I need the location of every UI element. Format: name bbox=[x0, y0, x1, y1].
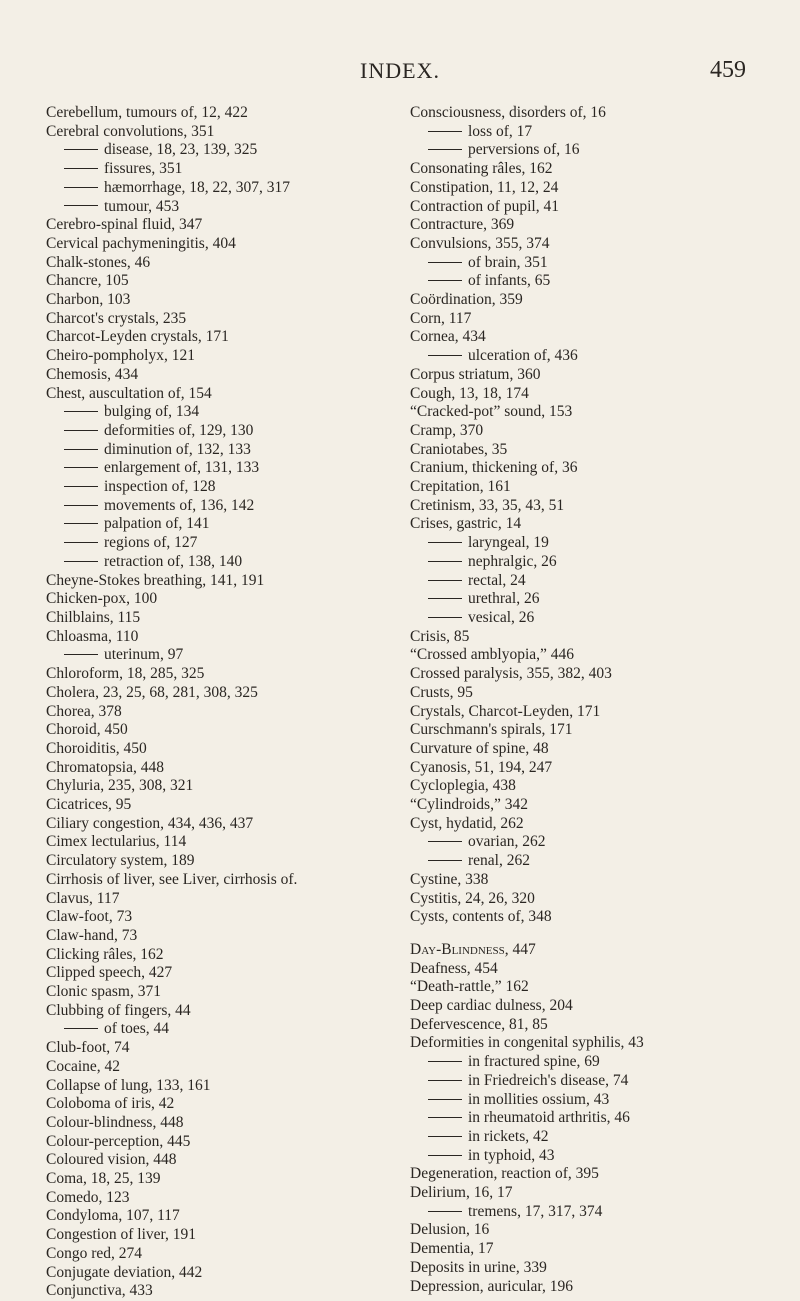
index-entry: Chancre, 105 bbox=[46, 272, 129, 290]
index-subentry: of infants, 65 bbox=[410, 272, 790, 291]
index-entry: Delirium, 16, 17 bbox=[410, 1184, 513, 1202]
index-entry: Collapse of lung, 133, 161 bbox=[46, 1076, 211, 1094]
index-subentry: ovarian, 262 bbox=[410, 833, 790, 852]
index-entry: Comedo, 123 bbox=[46, 1188, 130, 1206]
index-entry: Consonating râles, 162 bbox=[410, 160, 553, 178]
index-entry: Conjugate deviation, 442 bbox=[46, 1263, 203, 1281]
index-entry: Clavus, 117 bbox=[46, 889, 120, 907]
index-entry: Cramp, 370 bbox=[410, 421, 484, 439]
index-entry: Cheyne-Stokes breathing, 141, 191 bbox=[46, 571, 265, 589]
index-entry: Charbon, 103 bbox=[46, 291, 131, 309]
index-entry: Charcot's crystals, 235 bbox=[46, 309, 187, 327]
index-entry: Claw-foot, 73 bbox=[46, 908, 133, 926]
index-subentry: in rheumatoid arthritis, 46 bbox=[410, 1109, 790, 1128]
page-title: INDEX. bbox=[360, 58, 440, 83]
index-entry: Defervescence, 81, 85 bbox=[410, 1015, 548, 1033]
index-entry: Cretinism, 33, 35, 43, 51 bbox=[410, 496, 565, 514]
index-subentry: in rickets, 42 bbox=[410, 1128, 790, 1147]
index-subentry: ulceration of, 436 bbox=[410, 347, 790, 366]
index-subentry: bulging of, 134 bbox=[46, 403, 382, 422]
index-entry: Chorea, 378 bbox=[46, 702, 122, 720]
index-subentry: renal, 262 bbox=[410, 852, 790, 871]
index-column-left bbox=[46, 104, 382, 1301]
index-subentry: rectal, 24 bbox=[410, 572, 790, 591]
index-entry: Ciliary congestion, 434, 436, 437 bbox=[46, 814, 254, 832]
index-entry: Crepitation, 161 bbox=[410, 478, 511, 496]
index-entry: Clipped speech, 427 bbox=[46, 964, 173, 982]
index-subentry: enlargement of, 131, 133 bbox=[46, 459, 382, 478]
index-entry: Cysts, contents of, 348 bbox=[410, 908, 552, 926]
index-subentry: urethral, 26 bbox=[410, 590, 790, 609]
index-entry: Coördination, 359 bbox=[410, 291, 523, 309]
index-entry: Contracture, 369 bbox=[410, 216, 515, 234]
index-entry: Day-Blindness, 447 bbox=[410, 940, 536, 958]
index-subentry: diminution of, 132, 133 bbox=[46, 441, 382, 460]
index-entry: Deformities in congenital syphilis, 43 bbox=[410, 1034, 644, 1052]
index-entry: Chemosis, 434 bbox=[46, 365, 139, 383]
index-entry: Clonic spasm, 371 bbox=[46, 983, 161, 1001]
index-entry: Crystals, Charcot-Leyden, 171 bbox=[410, 702, 601, 720]
index-entry: Claw-hand, 73 bbox=[46, 926, 138, 944]
index-entry: Condyloma, 107, 117 bbox=[46, 1207, 180, 1225]
index-entry: “Crossed amblyopia,” 446 bbox=[410, 646, 575, 664]
index-entry: Charcot-Leyden crystals, 171 bbox=[46, 328, 229, 346]
index-subentry: uterinum, 97 bbox=[46, 646, 382, 665]
index-entry: Delusion, 16 bbox=[410, 1221, 490, 1239]
index-subentry: inspection of, 128 bbox=[46, 478, 382, 497]
index-entry: Choroid, 450 bbox=[46, 721, 128, 739]
index-entry: Crusts, 95 bbox=[410, 683, 473, 701]
index-subentry: retraction of, 138, 140 bbox=[46, 553, 382, 572]
index-entry: Cocaine, 42 bbox=[46, 1057, 121, 1075]
index-entry: Cystitis, 24, 26, 320 bbox=[410, 889, 535, 907]
index-entry: Corn, 117 bbox=[410, 309, 472, 327]
index-entry: Corpus striatum, 360 bbox=[410, 365, 541, 383]
index-entry: Curschmann's spirals, 171 bbox=[410, 721, 573, 739]
index-subentry: in fractured spine, 69 bbox=[410, 1053, 790, 1072]
index-entry: Coma, 18, 25, 139 bbox=[46, 1170, 161, 1188]
index-entry: Chloasma, 110 bbox=[46, 627, 139, 645]
index-entry: Deep cardiac dulness, 204 bbox=[410, 997, 573, 1015]
index-entry: Constipation, 11, 12, 24 bbox=[410, 178, 559, 196]
page-number: 459 bbox=[710, 57, 746, 83]
index-subentry: in mollities ossium, 43 bbox=[410, 1091, 790, 1110]
index-subentry: disease, 18, 23, 139, 325 bbox=[46, 141, 382, 160]
index-subentry: movements of, 136, 142 bbox=[46, 497, 382, 516]
index-entry: Cough, 13, 18, 174 bbox=[410, 384, 529, 402]
index-entry: Congo red, 274 bbox=[46, 1244, 143, 1262]
index-entry: Chyluria, 235, 308, 321 bbox=[46, 777, 194, 795]
index-entry: Deposits in urine, 339 bbox=[410, 1258, 547, 1276]
index-subentry: deformities of, 129, 130 bbox=[46, 422, 382, 441]
index-subentry: in Friedreich's disease, 74 bbox=[410, 1072, 790, 1091]
index-entry: Colour-blindness, 448 bbox=[46, 1113, 184, 1131]
index-entry: Cornea, 434 bbox=[410, 328, 486, 346]
index-entry: Cyanosis, 51, 194, 247 bbox=[410, 758, 553, 776]
index-entry: Chromatopsia, 448 bbox=[46, 758, 164, 776]
index-entry: Coloured vision, 448 bbox=[46, 1151, 177, 1169]
index-entry: Coloboma of iris, 42 bbox=[46, 1095, 175, 1113]
index-entry: “Cylindroids,” 342 bbox=[410, 796, 528, 814]
index-subentry: of toes, 44 bbox=[46, 1020, 382, 1039]
index-entry: Conjunctiva, 433 bbox=[46, 1282, 153, 1300]
index-entry: Cycloplegia, 438 bbox=[410, 777, 516, 795]
index-entry: Cerebro-spinal fluid, 347 bbox=[46, 216, 203, 234]
index-entry: Chicken-pox, 100 bbox=[46, 590, 158, 608]
index-entry: Crisis, 85 bbox=[410, 627, 470, 645]
index-subentry: laryngeal, 19 bbox=[410, 534, 790, 553]
index-entry: Cimex lectularius, 114 bbox=[46, 833, 187, 851]
index-entry: Chest, auscultation of, 154 bbox=[46, 384, 212, 402]
index-subentry: tremens, 17, 317, 374 bbox=[410, 1203, 790, 1222]
index-entry: Cyst, hydatid, 262 bbox=[410, 814, 524, 832]
index-subentry: perversions of, 16 bbox=[410, 141, 790, 160]
index-subentry: in typhoid, 43 bbox=[410, 1147, 790, 1166]
index-entry: Crises, gastric, 14 bbox=[410, 515, 522, 533]
index-entry: Chilblains, 115 bbox=[46, 608, 141, 626]
index-entry: Convulsions, 355, 374 bbox=[410, 234, 550, 252]
index-entry: Clicking râles, 162 bbox=[46, 945, 164, 963]
index-entry: Cheiro-pompholyx, 121 bbox=[46, 347, 195, 365]
index-entry: Cerebral convolutions, 351 bbox=[46, 122, 215, 140]
index-entry: Depression, auricular, 196 bbox=[410, 1277, 573, 1295]
index-subentry: tumour, 453 bbox=[46, 198, 382, 217]
index-subentry: fissures, 351 bbox=[46, 160, 382, 179]
index-entry: Craniotabes, 35 bbox=[410, 440, 508, 458]
index-entry: Deafness, 454 bbox=[410, 959, 498, 977]
index-entry: Circulatory system, 189 bbox=[46, 852, 195, 870]
index-entry: Degeneration, reaction of, 395 bbox=[410, 1165, 599, 1183]
index-column-right bbox=[410, 104, 790, 1296]
index-subentry: regions of, 127 bbox=[46, 534, 382, 553]
index-entry: Club-foot, 74 bbox=[46, 1039, 130, 1057]
index-entry: Colour-perception, 445 bbox=[46, 1132, 191, 1150]
index-entry: “Death-rattle,” 162 bbox=[410, 978, 529, 996]
index-entry: Cervical pachymeningitis, 404 bbox=[46, 234, 236, 252]
index-subentry: hæmorrhage, 18, 22, 307, 317 bbox=[46, 179, 382, 198]
index-entry: “Cracked-pot” sound, 153 bbox=[410, 403, 573, 421]
index-entry: Chloroform, 18, 285, 325 bbox=[46, 665, 205, 683]
index-entry: Consciousness, disorders of, 16 bbox=[410, 104, 606, 121]
index-entry: Chalk-stones, 46 bbox=[46, 253, 151, 271]
index-subentry: nephralgic, 26 bbox=[410, 553, 790, 572]
page-header bbox=[0, 58, 800, 88]
index-entry: Choroiditis, 450 bbox=[46, 739, 147, 757]
index-entry: Cerebellum, tumours of, 12, 422 bbox=[46, 104, 248, 121]
index-entry: Cicatrices, 95 bbox=[46, 796, 132, 814]
index-entry: Curvature of spine, 48 bbox=[410, 739, 549, 757]
index-entry: Contraction of pupil, 41 bbox=[410, 197, 559, 215]
index-entry: Cranium, thickening of, 36 bbox=[410, 459, 578, 477]
index-subentry: vesical, 26 bbox=[410, 609, 790, 628]
index-entry: Clubbing of fingers, 44 bbox=[46, 1001, 191, 1019]
index-entry: Cholera, 23, 25, 68, 281, 308, 325 bbox=[46, 683, 258, 701]
index-entry: Dementia, 17 bbox=[410, 1240, 494, 1258]
index-entry: Congestion of liver, 191 bbox=[46, 1226, 197, 1244]
index-subentry: palpation of, 141 bbox=[46, 515, 382, 534]
index-subentry: of brain, 351 bbox=[410, 254, 790, 273]
index-entry: Crossed paralysis, 355, 382, 403 bbox=[410, 665, 612, 683]
index-entry: Cirrhosis of liver, see Liver, cirrhosis of. bbox=[46, 870, 298, 888]
index-entry: Cystine, 338 bbox=[410, 870, 489, 888]
index-subentry: loss of, 17 bbox=[410, 123, 790, 142]
